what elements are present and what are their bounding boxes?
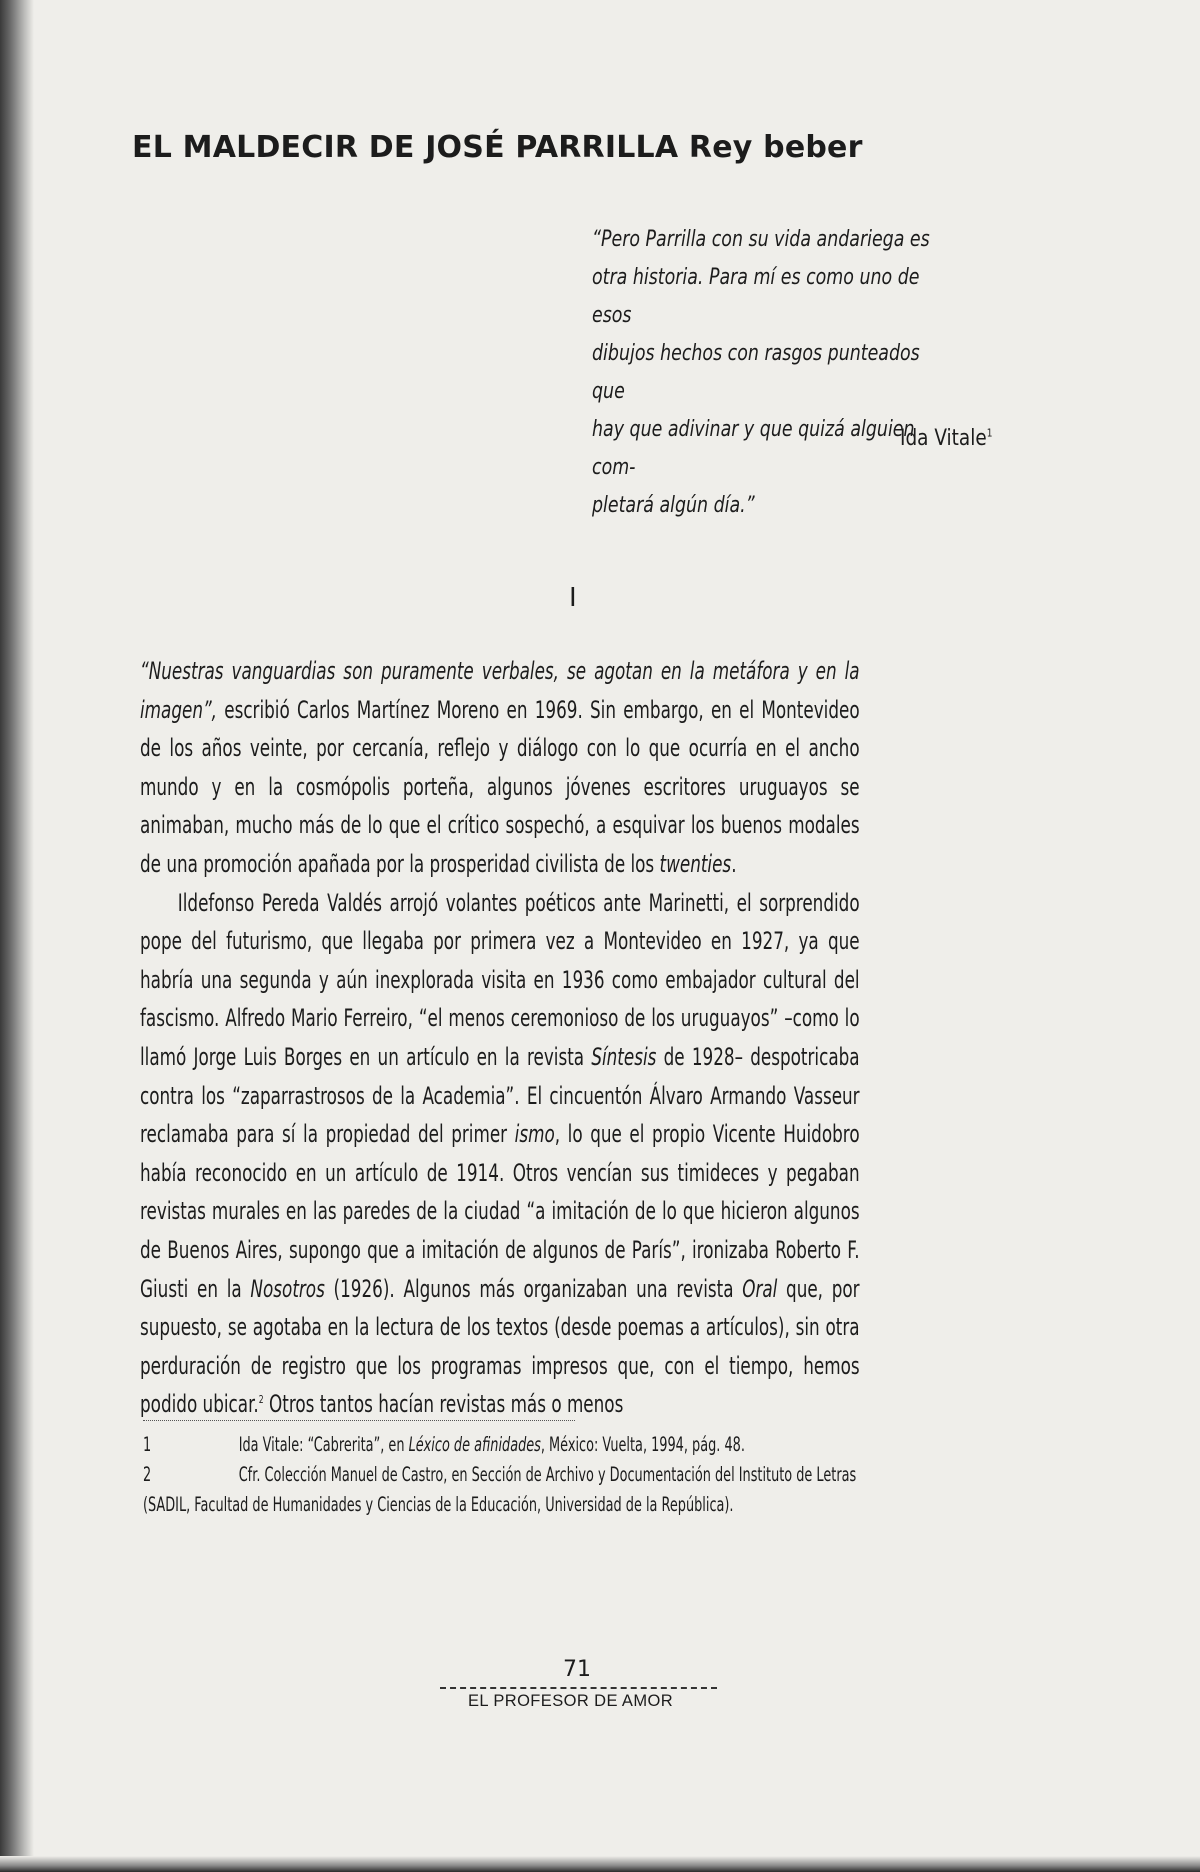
epigraph xyxy=(592,220,946,524)
footnote-text: , México: Vuelta, 1994, pág. 48. xyxy=(540,1433,745,1456)
epigraph-line: pletará algún día.” xyxy=(592,492,755,518)
body-text xyxy=(140,652,860,1424)
paragraph-1 xyxy=(140,652,860,884)
paragraph-text: . xyxy=(731,849,737,878)
running-footer: EL PROFESOR DE AMOR xyxy=(468,1692,674,1710)
footer-divider xyxy=(440,1687,717,1689)
paragraph-text: Ildefonso Pereda Valdés arrojó volantes poéticos ante Marinetti, el sorprendido pope del futurismo, que llegaba por primera vez a Montevideo en 1927, ya que habría una segunda y aún inexplorada visita en 1936 como embajador cultural del fascismo. Alfredo Mario Ferreiro, “el menos ceremonioso de los uruguayos” –como lo llamó Jorge Luis Borges en un artículo en la revista xyxy=(140,888,860,1071)
footnote-number: 1 xyxy=(143,1433,152,1456)
page-number: 71 xyxy=(563,1657,591,1682)
italic-term: Nosotros xyxy=(250,1274,325,1303)
paragraph-text: escribió Carlos Martínez Moreno en 1969. Sin embargo, en el Montevideo de los años veinte, por cercanía, reflejo y diálogo con lo que ocurría en el ancho mundo y en la cosmópolis porteña, algunos jóvenes escritores uruguayos se animaban, mucho más de lo que el crítico sospechó, a esquivar los buenos modales de una promoción apañada por la prosperidad civilista de los xyxy=(140,695,860,878)
footnote-1 xyxy=(143,1430,862,1460)
opening-quote: “Nuestras vanguardias son puramente verbales, se agotan en la metáfora y en la imagen”, xyxy=(140,657,860,724)
epigraph-author-name: Ida Vitale xyxy=(900,425,987,451)
paragraph-text: de 1928– despotricaba contra los “zaparrastrosos de la Academia”. El cincuentón Álvaro Armando Vasseur reclamaba para sí la propiedad del primer xyxy=(140,1042,860,1149)
paragraph-text: Otros tantos hacían revistas más o menos xyxy=(263,1390,624,1419)
epigraph-line: otra historia. Para mí es como uno de esos xyxy=(592,264,920,328)
paragraph-text: , lo que el propio Vicente Huidobro había reconocido en un artículo de 1914. Otros vencían sus timideces y pegaban revistas murales en las paredes de la ciudad “a imitación de lo que hicieron algunos de Buenos Aires, supongo que a imitación de algunos de París”, ironizaba Roberto F. Giusti en la xyxy=(140,1120,860,1303)
italic-term: twenties xyxy=(659,849,732,878)
italic-term: Léxico de afinidades xyxy=(408,1433,541,1456)
page-edge-shadow xyxy=(0,1856,1200,1872)
footnote-text: Ida Vitale: “Cabrerita”, en xyxy=(238,1433,409,1456)
italic-term: Síntesis xyxy=(591,1042,657,1071)
paragraph-text: que, por supuesto, se agotaba en la lectura de los textos (desde poemas a artículos), sin otra perduración de registro que los programas impresos que, con el tiempo, hemos podido ubicar. xyxy=(140,1274,860,1419)
italic-term: ismo xyxy=(514,1120,555,1149)
section-number: I xyxy=(569,583,577,613)
footnote-number: 2 xyxy=(143,1463,152,1486)
footnote-2 xyxy=(143,1460,862,1520)
footnotes xyxy=(143,1430,862,1520)
epigraph-line: hay que adivinar y que quizá alguien com- xyxy=(592,416,915,480)
footnote-text: Cfr. Colección Manuel de Castro, en Sección de Archivo y Documentación del Instituto de Letras (SADIL, Facultad de Humanidades y Ciencias de la Educación, Universidad de la República). xyxy=(143,1463,857,1516)
paragraph-text: (1926). Algunos más organizaban una revista xyxy=(324,1274,743,1303)
footnote-ref: 2 xyxy=(258,1393,264,1407)
paragraph-2 xyxy=(140,884,860,1424)
epigraph-line: “Pero Parrilla con su vida andariega es xyxy=(592,226,930,252)
epigraph-line: dibujos hechos con rasgos punteados que xyxy=(592,340,920,404)
footnote-divider xyxy=(143,1420,575,1421)
epigraph-author xyxy=(900,425,992,451)
book-binding-shadow xyxy=(0,0,34,1872)
footnote-ref: 1 xyxy=(986,426,993,440)
italic-term: Oral xyxy=(742,1274,778,1303)
article-title: EL MALDECIR DE JOSÉ PARRILLA Rey beber xyxy=(132,130,863,165)
